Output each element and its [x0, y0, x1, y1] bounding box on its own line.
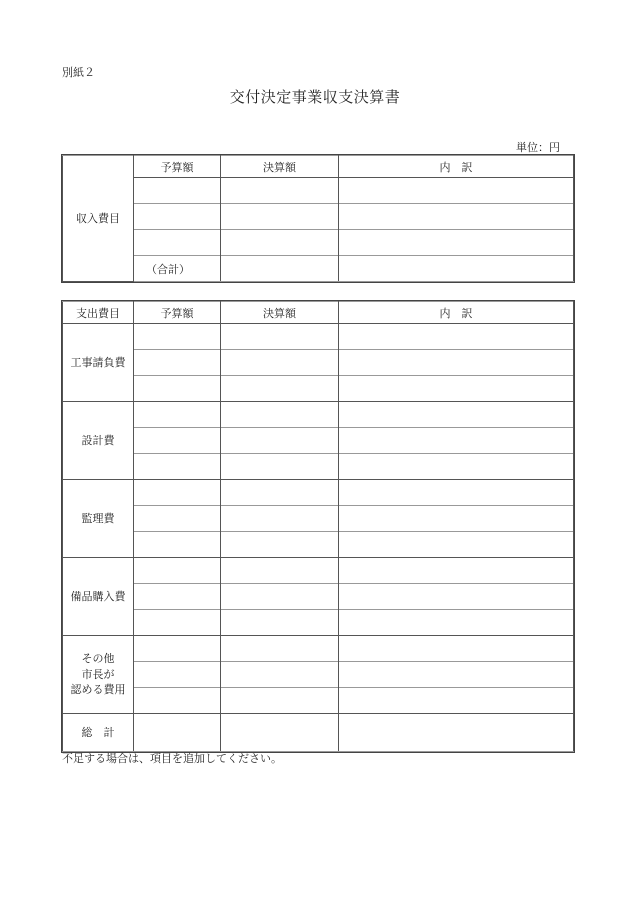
expense-breakdown-cell[interactable] [339, 584, 574, 610]
expense-category-design [63, 402, 134, 480]
income-budget-cell[interactable] [134, 178, 221, 204]
income-budget-cell[interactable] [134, 230, 221, 256]
income-subtotal-settlement-cell[interactable] [221, 256, 339, 282]
income-row-label: 収入費目 [63, 156, 134, 282]
expense-settlement-cell[interactable] [221, 428, 339, 454]
expense-breakdown-cell[interactable] [339, 402, 574, 428]
income-table [62, 155, 574, 282]
expense-col-settlement: 決算額 [221, 302, 339, 324]
expense-settlement-cell[interactable] [221, 532, 339, 558]
expense-row [63, 688, 574, 714]
expense-budget-cell[interactable] [134, 636, 221, 662]
expense-row [63, 402, 574, 428]
expense-budget-cell[interactable] [134, 610, 221, 636]
expense-category-construction [63, 324, 134, 402]
expense-col-item: 支出費目 [63, 302, 134, 324]
expense-breakdown-cell[interactable] [339, 454, 574, 480]
expense-budget-cell[interactable] [134, 584, 221, 610]
expense-settlement-cell[interactable] [221, 350, 339, 376]
expense-budget-cell[interactable] [134, 402, 221, 428]
expense-breakdown-cell[interactable] [339, 506, 574, 532]
expense-row [63, 558, 574, 584]
expense-settlement-cell[interactable] [221, 688, 339, 714]
income-subtotal-breakdown-cell[interactable] [339, 256, 574, 282]
expense-settlement-cell[interactable] [221, 636, 339, 662]
expense-breakdown-cell[interactable] [339, 662, 574, 688]
expense-total-settlement-cell[interactable] [221, 714, 339, 752]
expense-row [63, 584, 574, 610]
expense-breakdown-cell[interactable] [339, 558, 574, 584]
attachment-label: 別紙２ [62, 66, 95, 79]
expense-row [63, 506, 574, 532]
footnote: 不足する場合は、項目を追加してください。 [62, 752, 282, 765]
expense-settlement-cell[interactable] [221, 480, 339, 506]
expense-total-breakdown-cell[interactable] [339, 714, 574, 752]
expense-settlement-cell[interactable] [221, 402, 339, 428]
income-budget-cell[interactable] [134, 204, 221, 230]
expense-budget-cell[interactable] [134, 558, 221, 584]
expense-row [63, 636, 574, 662]
expense-breakdown-cell[interactable] [339, 636, 574, 662]
income-breakdown-cell[interactable] [339, 178, 574, 204]
income-subtotal-label: （合計） [134, 256, 221, 282]
expense-budget-cell[interactable] [134, 350, 221, 376]
income-row [63, 230, 574, 256]
expense-category-supervision [63, 480, 134, 558]
expense-row [63, 610, 574, 636]
expense-breakdown-cell[interactable] [339, 376, 574, 402]
unit-label: 単位：円 [516, 141, 560, 154]
expense-settlement-cell[interactable] [221, 324, 339, 350]
income-breakdown-cell[interactable] [339, 230, 574, 256]
expense-row [63, 532, 574, 558]
expense-budget-cell[interactable] [134, 454, 221, 480]
expense-breakdown-cell[interactable] [339, 350, 574, 376]
expense-row [63, 350, 574, 376]
expense-row [63, 428, 574, 454]
expense-budget-cell[interactable] [134, 480, 221, 506]
expense-total-row [63, 714, 574, 752]
expense-row [63, 454, 574, 480]
expense-category-equipment [63, 558, 134, 636]
expense-row [63, 324, 574, 350]
expense-col-budget: 予算額 [134, 302, 221, 324]
expense-settlement-cell[interactable] [221, 454, 339, 480]
document-title: 交付決定事業収支決算書 [229, 88, 401, 106]
income-row [63, 178, 574, 204]
income-col-settlement: 決算額 [221, 156, 339, 178]
expense-category-other [63, 636, 134, 714]
category-label-line: 認める費用 [70, 683, 126, 697]
category-label-line: 市長が [81, 667, 115, 681]
income-breakdown-cell[interactable] [339, 204, 574, 230]
expense-header-row [63, 302, 574, 324]
category-label-line: 設計費 [81, 433, 115, 447]
expense-row [63, 480, 574, 506]
category-label-line: 工事請負費 [70, 355, 126, 369]
expense-breakdown-cell[interactable] [339, 610, 574, 636]
income-row [63, 204, 574, 230]
expense-settlement-cell[interactable] [221, 584, 339, 610]
expense-breakdown-cell[interactable] [339, 688, 574, 714]
income-settlement-cell[interactable] [221, 230, 339, 256]
expense-breakdown-cell[interactable] [339, 324, 574, 350]
category-label-line: 備品購入費 [70, 589, 126, 603]
expense-breakdown-cell[interactable] [339, 428, 574, 454]
expense-budget-cell[interactable] [134, 428, 221, 454]
expense-total-label: 総 計 [63, 714, 134, 752]
income-col-budget: 予算額 [134, 156, 221, 178]
expense-budget-cell[interactable] [134, 662, 221, 688]
expense-settlement-cell[interactable] [221, 610, 339, 636]
expense-settlement-cell[interactable] [221, 662, 339, 688]
expense-table [62, 301, 574, 752]
expense-budget-cell[interactable] [134, 506, 221, 532]
expense-breakdown-cell[interactable] [339, 480, 574, 506]
expense-budget-cell[interactable] [134, 376, 221, 402]
expense-budget-cell[interactable] [134, 532, 221, 558]
expense-budget-cell[interactable] [134, 688, 221, 714]
expense-col-breakdown: 内 訳 [339, 302, 574, 324]
expense-row [63, 662, 574, 688]
expense-breakdown-cell[interactable] [339, 532, 574, 558]
category-label-line: その他 [81, 651, 115, 665]
income-settlement-cell[interactable] [221, 178, 339, 204]
expense-budget-cell[interactable] [134, 324, 221, 350]
expense-total-budget-cell[interactable] [134, 714, 221, 752]
expense-row [63, 376, 574, 402]
income-col-breakdown: 内 訳 [339, 156, 574, 178]
income-settlement-cell[interactable] [221, 204, 339, 230]
category-label-line: 監理費 [81, 511, 115, 525]
income-subtotal-row [63, 256, 574, 282]
income-header-row [63, 156, 574, 178]
expense-settlement-cell[interactable] [221, 558, 339, 584]
expense-settlement-cell[interactable] [221, 506, 339, 532]
expense-settlement-cell[interactable] [221, 376, 339, 402]
